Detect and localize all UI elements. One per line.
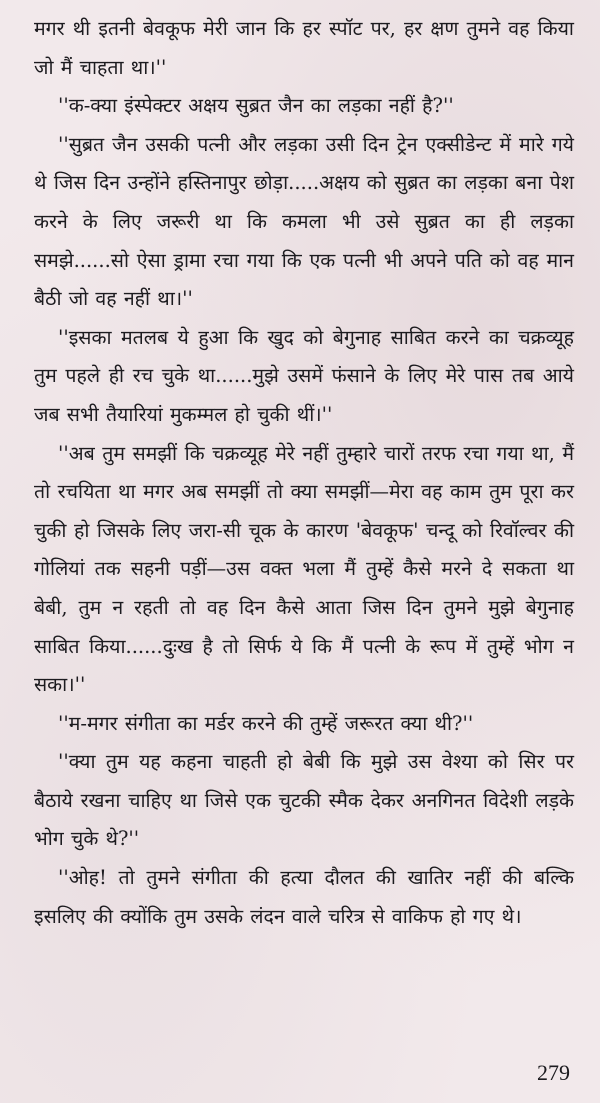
paragraph: ''अब तुम समझीं कि चक्रव्यूह मेरे नहीं तुम्हारे चारों तरफ रचा गया था, मैं तो रचयिता था मगर अब समझीं तो क्या समझीं—मेरा वह काम तुम पूरा कर चुकी हो जिसके लिए जरा-सी चूक के कारण 'बेवकूफ' चन्दू को रिवॉल्वर की गोलियां तक सहनी पड़ीं—उस वक्त भला मैं तुम्हें कैसे मरने दे सकता था बेबी, तुम न रहती तो वह दिन कैसे आता जिस दिन तुमने मुझे बेगुनाह साबित किया......दुःख है तो सिर्फ ये कि मैं पत्नी के रूप में तुम्हें भोग न सका।'': [34, 441, 574, 697]
paragraph: ''म-मगर संगीता का मर्डर करने की तुम्हें जरूरत क्या थी?'': [58, 711, 474, 735]
paragraph: ''क-क्या इंस्पेक्टर अक्षय सुब्रत जैन का लड़का नहीं है?'': [58, 94, 454, 118]
paragraph: ''इसका मतलब ये हुआ कि खुद को बेगुनाह साबित करने का चक्रव्यूह तुम पहले ही रच चुके था......मुझे उसमें फंसाने के लिए मेरे पास तब आये जब सभी तैयारियां मुकम्मल हो चुकी थीं।'': [34, 325, 574, 426]
paragraph: ''सुब्रत जैन उसकी पत्नी और लड़का उसी दिन ट्रेन एक्सीडेन्ट में मारे गये थे जिस दिन उन्होंने हस्तिनापुर छोड़ा.....अक्षय को सुब्रत का लड़का बना पेश करने के लिए जरूरी था कि कमला भी उसे सुब्रत का ही लड़का समझे......सो ऐसा ड्रामा रचा गया कि एक पत्नी भी अपने पति को वह मान बैठी जो वह नहीं था।'': [34, 132, 574, 311]
body-text: [34, 10, 574, 936]
paragraph: मगर थी इतनी बेवकूफ मेरी जान कि हर स्पॉट पर, हर क्षण तुमने वह किया जो मैं चाहता था।'': [34, 17, 574, 79]
paragraph: ''क्या तुम यह कहना चाहती हो बेबी कि मुझे उस वेश्या को सिर पर बैठाये रखना चाहिए था जिसे एक चुटकी स्मैक देकर अनगिनत विदेशी लड़के भोग चुके थे?'': [34, 750, 574, 851]
page-number: 279: [537, 1060, 570, 1085]
paragraph: ''ओह! तो तुमने संगीता की हत्या दौलत की खातिर नहीं की बल्कि इसलिए की क्योंकि तुम उसके लंदन वाले चरित्र से वाकिफ हो गए थे।: [34, 866, 574, 928]
